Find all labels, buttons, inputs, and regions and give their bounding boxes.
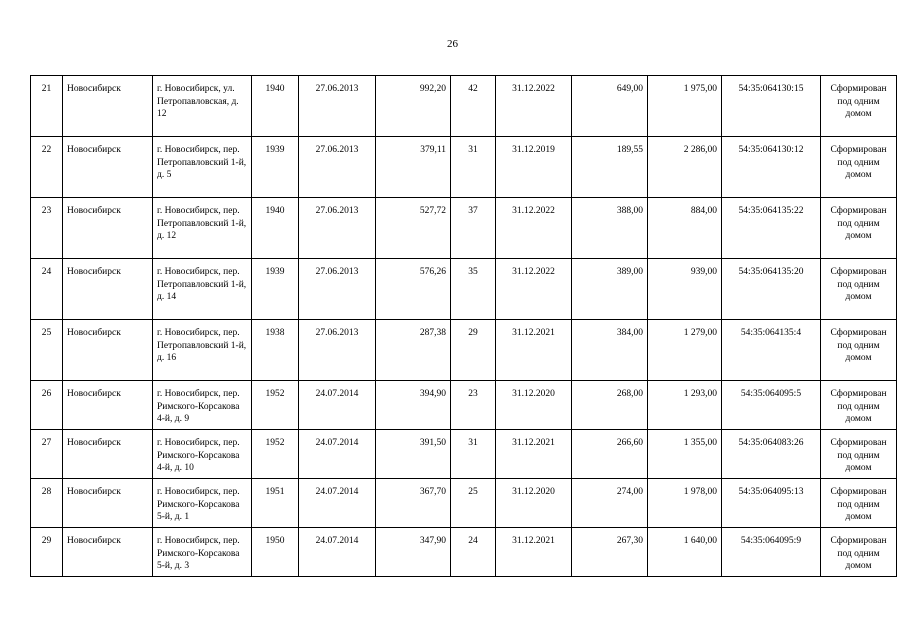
table-row [31,320,897,381]
date-cell: 24.07.2014 [299,479,376,528]
area-cell: 394,90 [376,381,451,430]
cadastral-cell: 54:35:064083:26 [722,430,821,479]
note-cell: Сформирован под одним домом [821,381,897,430]
address-cell: г. Новосибирск, пер. Римского-Корсакова 5-й, д. 1 [153,479,252,528]
date-cell: 27.06.2013 [299,137,376,198]
note-cell: Сформирован под одним домом [821,528,897,577]
deadline-cell: 31.12.2019 [496,137,572,198]
year-cell: 1951 [252,479,299,528]
address-cell: г. Новосибирск, пер. Римского-Корсакова 4-й, д. 10 [153,430,252,479]
city-cell: Новосибирск [63,198,153,259]
living-area-cell: 268,00 [572,381,648,430]
date-cell: 27.06.2013 [299,76,376,137]
address-cell: г. Новосибирск, пер. Петропавловский 1-й, д. 16 [153,320,252,381]
cadastral-cell: 54:35:064095:9 [722,528,821,577]
note-cell: Сформирован под одним домом [821,198,897,259]
city-cell: Новосибирск [63,528,153,577]
year-cell: 1950 [252,528,299,577]
date-cell: 24.07.2014 [299,528,376,577]
note-cell: Сформирован под одним домом [821,259,897,320]
year-cell: 1952 [252,430,299,479]
residents-cell: 37 [451,198,496,259]
year-cell: 1939 [252,259,299,320]
cadastral-cell: 54:35:064130:15 [722,76,821,137]
residents-cell: 35 [451,259,496,320]
city-cell: Новосибирск [63,430,153,479]
city-cell: Новосибирск [63,381,153,430]
city-cell: Новосибирск [63,76,153,137]
year-cell: 1952 [252,381,299,430]
cadastral-cell: 54:35:064095:13 [722,479,821,528]
address-cell: г. Новосибирск, пер. Петропавловский 1-й, д. 12 [153,198,252,259]
table-row [31,528,897,577]
living-area-cell: 189,55 [572,137,648,198]
residents-cell: 31 [451,137,496,198]
deadline-cell: 31.12.2022 [496,76,572,137]
cadastral-cell: 54:35:064135:22 [722,198,821,259]
row-number: 29 [31,528,63,577]
note-cell: Сформирован под одним домом [821,479,897,528]
cadastral-cell: 54:35:064095:5 [722,381,821,430]
land-area-cell: 1 978,00 [648,479,722,528]
address-cell: г. Новосибирск, пер. Петропавловский 1-й, д. 5 [153,137,252,198]
table-row [31,198,897,259]
land-area-cell: 1 293,00 [648,381,722,430]
year-cell: 1940 [252,76,299,137]
date-cell: 27.06.2013 [299,198,376,259]
area-cell: 347,90 [376,528,451,577]
page-number: 26 [447,38,458,50]
row-number: 23 [31,198,63,259]
housing-table [30,75,897,577]
residents-cell: 23 [451,381,496,430]
residents-cell: 25 [451,479,496,528]
residents-cell: 42 [451,76,496,137]
city-cell: Новосибирск [63,320,153,381]
date-cell: 27.06.2013 [299,259,376,320]
address-cell: г. Новосибирск, пер. Римского-Корсакова 4-й, д. 9 [153,381,252,430]
deadline-cell: 31.12.2022 [496,198,572,259]
deadline-cell: 31.12.2020 [496,479,572,528]
deadline-cell: 31.12.2021 [496,430,572,479]
table-row [31,381,897,430]
year-cell: 1938 [252,320,299,381]
land-area-cell: 939,00 [648,259,722,320]
area-cell: 367,70 [376,479,451,528]
date-cell: 24.07.2014 [299,381,376,430]
row-number: 27 [31,430,63,479]
area-cell: 391,50 [376,430,451,479]
city-cell: Новосибирск [63,479,153,528]
land-area-cell: 1 279,00 [648,320,722,381]
area-cell: 379,11 [376,137,451,198]
cadastral-cell: 54:35:064135:4 [722,320,821,381]
land-area-cell: 1 355,00 [648,430,722,479]
residents-cell: 31 [451,430,496,479]
year-cell: 1940 [252,198,299,259]
residents-cell: 24 [451,528,496,577]
deadline-cell: 31.12.2020 [496,381,572,430]
note-cell: Сформирован под одним домом [821,430,897,479]
row-number: 24 [31,259,63,320]
area-cell: 527,72 [376,198,451,259]
land-area-cell: 2 286,00 [648,137,722,198]
cadastral-cell: 54:35:064130:12 [722,137,821,198]
address-cell: г. Новосибирск, пер. Римского-Корсакова 5-й, д. 3 [153,528,252,577]
table-row [31,76,897,137]
row-number: 25 [31,320,63,381]
note-cell: Сформирован под одним домом [821,76,897,137]
area-cell: 992,20 [376,76,451,137]
date-cell: 24.07.2014 [299,430,376,479]
address-cell: г. Новосибирск, ул. Петропавловская, д. 12 [153,76,252,137]
table-row [31,137,897,198]
address-cell: г. Новосибирск, пер. Петропавловский 1-й, д. 14 [153,259,252,320]
date-cell: 27.06.2013 [299,320,376,381]
table-row [31,479,897,528]
row-number: 26 [31,381,63,430]
residents-cell: 29 [451,320,496,381]
living-area-cell: 649,00 [572,76,648,137]
land-area-cell: 1 640,00 [648,528,722,577]
area-cell: 576,26 [376,259,451,320]
living-area-cell: 384,00 [572,320,648,381]
cadastral-cell: 54:35:064135:20 [722,259,821,320]
note-cell: Сформирован под одним домом [821,320,897,381]
table-row [31,430,897,479]
living-area-cell: 389,00 [572,259,648,320]
city-cell: Новосибирск [63,137,153,198]
land-area-cell: 1 975,00 [648,76,722,137]
living-area-cell: 274,00 [572,479,648,528]
row-number: 21 [31,76,63,137]
living-area-cell: 267,30 [572,528,648,577]
area-cell: 287,38 [376,320,451,381]
city-cell: Новосибирск [63,259,153,320]
table-row [31,259,897,320]
deadline-cell: 31.12.2021 [496,528,572,577]
note-cell: Сформирован под одним домом [821,137,897,198]
year-cell: 1939 [252,137,299,198]
row-number: 28 [31,479,63,528]
deadline-cell: 31.12.2021 [496,320,572,381]
land-area-cell: 884,00 [648,198,722,259]
row-number: 22 [31,137,63,198]
deadline-cell: 31.12.2022 [496,259,572,320]
living-area-cell: 388,00 [572,198,648,259]
living-area-cell: 266,60 [572,430,648,479]
